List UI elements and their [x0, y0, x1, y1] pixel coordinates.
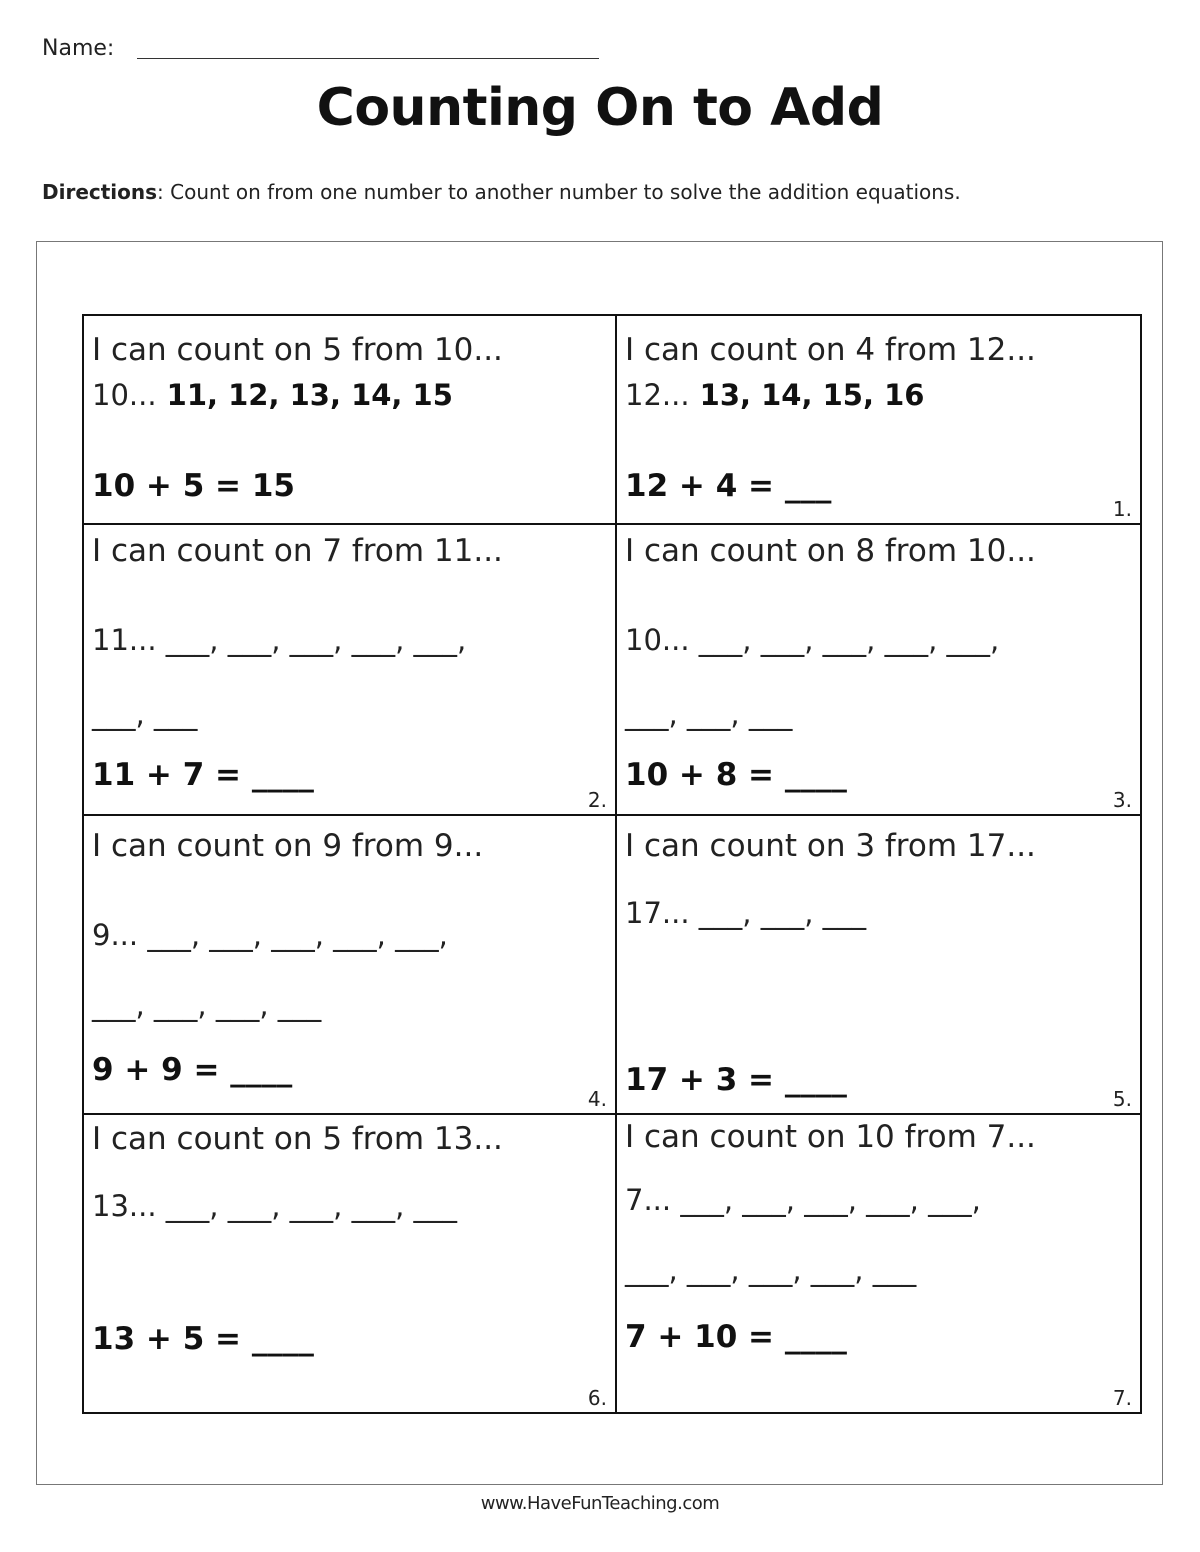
count-sequence[interactable]: 10... ___, ___, ___, ___, ___,: [625, 623, 1000, 657]
count-sequence[interactable]: 13... ___, ___, ___, ___, ___: [92, 1189, 458, 1223]
sequence-answer: 13, 14, 15, 16: [689, 378, 925, 412]
problem-3: [617, 525, 1140, 816]
count-sequence[interactable]: 11... ___, ___, ___, ___, ___,: [92, 623, 467, 657]
count-sequence[interactable]: 17... ___, ___, ___: [625, 896, 867, 930]
problem-6: [84, 1115, 617, 1412]
problem-prompt: I can count on 9 from 9...: [92, 828, 484, 864]
problem-7: [617, 1115, 1140, 1412]
name-label: Name:: [42, 36, 115, 61]
problem-number: 5.: [1112, 1087, 1132, 1111]
count-sequence-line2[interactable]: ___, ___, ___, ___, ___: [625, 1253, 917, 1287]
equation[interactable]: 13 + 5 = ____: [92, 1321, 314, 1357]
count-sequence[interactable]: 9... ___, ___, ___, ___, ___,: [92, 918, 448, 952]
count-sequence-line2[interactable]: ___, ___: [92, 697, 198, 731]
problem-prompt: I can count on 5 from 13...: [92, 1121, 503, 1157]
page-title: Counting On to Add: [316, 78, 884, 138]
problem-2: [84, 525, 617, 816]
problem-number: 3.: [1112, 788, 1132, 812]
problem-prompt: I can count on 8 from 10...: [625, 533, 1036, 569]
count-sequence[interactable]: 7... ___, ___, ___, ___, ___,: [625, 1183, 981, 1217]
sequence-answer: 11, 12, 13, 14, 15: [156, 378, 453, 412]
name-field[interactable]: [137, 58, 599, 59]
equation: 10 + 5 = 15: [92, 468, 295, 504]
directions-label: Directions: [42, 180, 158, 204]
equation[interactable]: 9 + 9 = ____: [92, 1052, 293, 1088]
problem-prompt: I can count on 4 from 12...: [625, 332, 1036, 368]
count-sequence-line2[interactable]: ___, ___, ___, ___: [92, 988, 322, 1022]
problem-number: 7.: [1112, 1386, 1132, 1410]
sequence-start: 12...: [625, 378, 690, 412]
equation[interactable]: 11 + 7 = ____: [92, 757, 314, 793]
problem-1: [617, 316, 1140, 525]
problem-example: [84, 316, 617, 525]
equation[interactable]: 10 + 8 = ____: [625, 757, 847, 793]
sequence-start: 10...: [92, 378, 157, 412]
count-sequence: [625, 378, 924, 412]
equation[interactable]: 7 + 10 = ____: [625, 1319, 847, 1355]
problem-4: [84, 816, 617, 1115]
problem-prompt: I can count on 5 from 10...: [92, 332, 503, 368]
count-sequence-line2[interactable]: ___, ___, ___: [625, 697, 793, 731]
count-sequence: [92, 378, 453, 412]
problem-prompt: I can count on 7 from 11...: [92, 533, 503, 569]
problem-5: [617, 816, 1140, 1115]
problem-number: 6.: [587, 1386, 607, 1410]
problem-number: 4.: [587, 1087, 607, 1111]
directions-text: : Count on from one number to another number to solve the addition equations.: [157, 180, 961, 204]
problem-number: 2.: [587, 788, 607, 812]
footer-url: www.HaveFunTeaching.com: [480, 1493, 720, 1514]
problem-grid: [82, 314, 1142, 1414]
directions: [42, 180, 961, 204]
problem-prompt: I can count on 10 from 7...: [625, 1119, 1036, 1155]
problem-prompt: I can count on 3 from 17...: [625, 828, 1036, 864]
equation[interactable]: 17 + 3 = ____: [625, 1062, 847, 1098]
equation[interactable]: 12 + 4 = ___: [625, 468, 832, 504]
problem-number: 1.: [1112, 497, 1132, 521]
